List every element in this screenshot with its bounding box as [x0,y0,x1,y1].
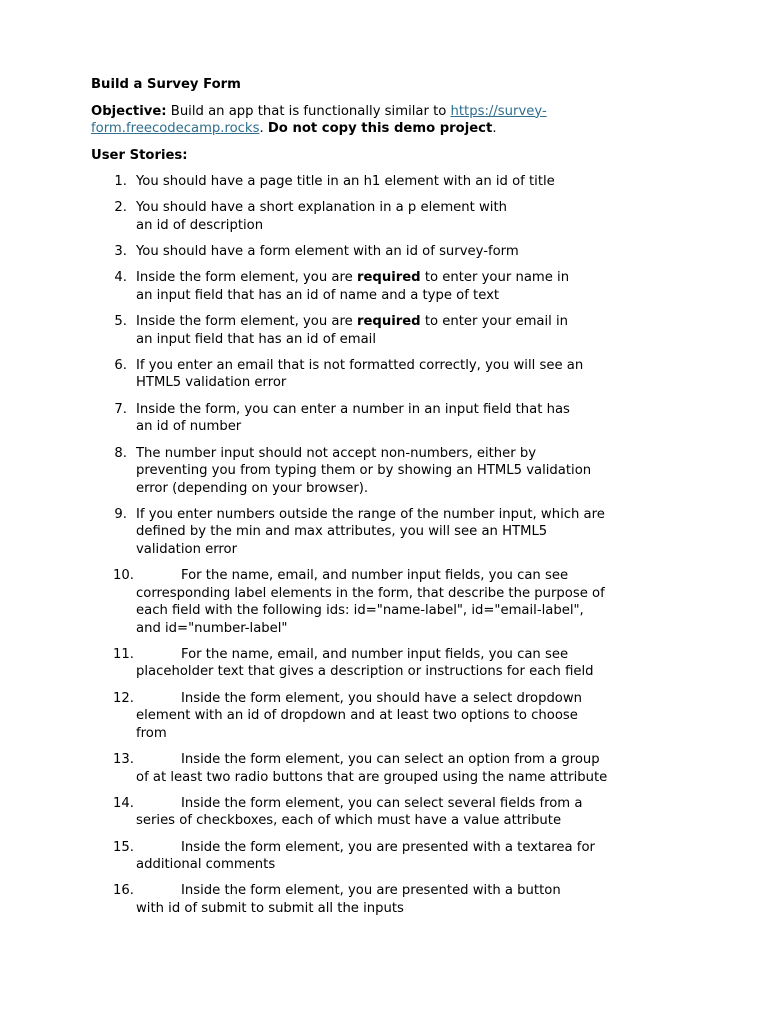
list-item [91,313,691,348]
list-item-text [136,507,605,557]
list-item-number: 8. [114,445,127,461]
list-item-line: of at least two radio buttons that are grouped using the name attribute [136,769,608,785]
list-item-line: placeholder text that gives a description or instructions for each field [136,664,594,680]
list-item [91,567,691,637]
list-item-line: The number input should not accept non-numbers, either by [136,445,537,461]
list-item-text [136,568,605,636]
list-item-text [136,244,519,259]
list-item [91,646,691,681]
list-item-number: 1. [114,174,127,189]
list-item-number: 3. [114,244,127,260]
list-item [91,243,691,261]
required-emphasis: required [356,314,421,330]
list-item-line: For the name, email, and number input fields, you can see [181,646,569,662]
list-item [91,751,691,786]
user-stories-list [91,173,691,917]
objective-paragraph [91,103,691,138]
user-stories-heading: User Stories: [91,147,188,163]
list-item-line: each field with the following ids: id="name-label", id="email-label", [136,603,584,619]
list-item-text [136,446,591,496]
list-item-line: with id of submit to submit all the inputs [136,900,404,916]
document-page [91,76,691,926]
list-item-number: 2. [114,200,127,216]
demo-project-link[interactable]: https://survey-form.freecodecamp.rocks [91,103,547,136]
list-item-line: For the name, email, and number input fields, you can see [181,568,569,584]
list-item [91,357,691,392]
list-item-line: an id of number [136,419,242,435]
list-item-line: to enter your email in [420,314,569,330]
list-item-text [136,314,568,347]
list-item-line: Inside the form element, you are presented with a button [181,883,561,899]
objective-label: Objective: [91,103,167,119]
list-item-text [136,752,607,785]
list-item-line: Inside the form element, you can select several fields from a [181,795,583,811]
list-item-line: Inside the form element, you should have a select dropdown [181,690,583,706]
list-item-line: Inside the form element, you are [136,270,357,286]
list-item-line: from [136,725,167,741]
list-item-line: series of checkboxes, each of which must have a value attribute [136,813,562,829]
list-item-number: 15. [113,839,134,855]
list-item [91,506,691,559]
objective-separator: . [259,121,268,136]
objective-warning: Do not copy this demo project [267,121,493,136]
list-item-number: 7. [114,401,127,417]
list-item-line: corresponding label elements in the form, that describe the purpose of [136,585,605,601]
list-item-number: 13. [113,752,134,768]
list-item-line: and id="number-label" [136,620,288,636]
list-item [91,401,691,436]
list-item [91,173,691,191]
list-item [91,269,691,304]
list-item-line: to enter your name in [420,270,570,286]
list-item-text [136,883,561,916]
list-item-line: You should have a form element with an id of survey-form [136,244,519,260]
list-item-number: 5. [114,314,127,330]
list-item [91,839,691,874]
list-item-number: 16. [113,883,134,899]
list-item-number: 6. [114,357,127,373]
list-item-line: You should have a short explanation in a p element with [136,200,507,216]
list-item-line: element with an id of dropdown and at least two options to choose [136,708,578,724]
list-item-line: Inside the form element, you are [136,314,357,330]
list-item-line: an id of description [136,217,264,233]
list-item-number: 4. [114,270,127,286]
list-item-text [136,200,507,233]
list-item-line: error (depending on your browser). [136,480,369,496]
list-item-text [136,840,595,873]
list-item-line: an input field that has an id of name and a type of text [136,287,500,303]
list-item [91,199,691,234]
required-emphasis: required [356,270,421,286]
list-item-line: additional comments [136,857,276,873]
list-item [91,882,691,917]
list-item-number: 9. [114,506,127,522]
list-item-text [136,174,555,189]
list-item [91,445,691,498]
list-item-line: Inside the form element, you can select an option from a group [181,752,600,768]
list-item-text [136,796,582,829]
list-item-line: defined by the min and max attributes, you will see an HTML5 [136,524,548,540]
list-item-line: You should have a page title in an h1 element with an id of title [136,174,555,189]
list-item-line: validation error [136,541,238,557]
list-item-text [136,270,569,303]
list-item-line: Inside the form element, you are presented with a textarea for [181,839,595,855]
list-item-line: If you enter an email that is not formatted correctly, you will see an [136,357,584,373]
list-item-line: HTML5 validation error [136,375,287,391]
list-item-line: If you enter numbers outside the range of the number input, which are [136,506,605,522]
objective-end: . [492,121,497,136]
list-item-line: an input field that has an id of email [136,331,376,347]
list-item-line: Inside the form, you can enter a number in an input field that has [136,401,570,417]
list-item-text [136,647,594,680]
list-item-number: 14. [113,795,134,811]
document-title: Build a Survey Form [91,77,241,92]
list-item [91,795,691,830]
list-item-number: 10. [113,568,134,584]
list-item-number: 12. [113,690,134,706]
list-item [91,690,691,743]
objective-text: Build an app that is functionally similar to [166,103,451,119]
list-item-text [136,402,570,435]
list-item-text [136,691,582,741]
list-item-line: preventing you from typing them or by showing an HTML5 validation [136,463,592,479]
list-item-text [136,358,583,391]
list-item-number: 11. [113,646,134,662]
